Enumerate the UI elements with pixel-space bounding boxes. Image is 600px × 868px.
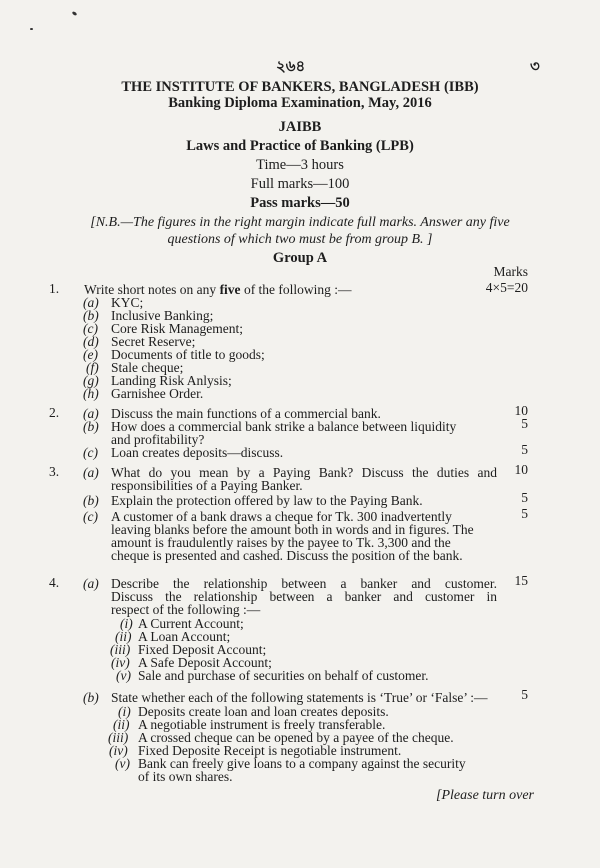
- q4a-item-text: A Safe Deposit Account;: [138, 655, 272, 670]
- group-heading: Group A: [272, 250, 328, 266]
- q3a-marks: 10: [514, 462, 528, 477]
- q4b-item-text: Deposits create loan and loan creates deposits.: [138, 704, 389, 719]
- q2c-label: (c): [83, 445, 98, 460]
- q4a-item-label: (iv): [111, 655, 130, 670]
- subject-title: Laws and Practice of Banking (LPB): [186, 138, 414, 154]
- q2c-text: Loan creates deposits—discuss.: [111, 445, 284, 460]
- q1-item-text: KYC;: [111, 295, 144, 310]
- q1-item-label: (b): [83, 308, 99, 323]
- q3a-label: (a): [83, 465, 99, 480]
- page-number-right: ৩: [530, 59, 540, 75]
- question-1-prompt-end: of the following :—: [240, 282, 352, 297]
- q2b-label: (b): [83, 419, 99, 434]
- question-2-number: 2.: [49, 405, 60, 420]
- q1-item-text: Stale cheque;: [111, 360, 184, 375]
- q3b-marks: 5: [521, 490, 528, 505]
- instruction-note-line-2: questions of which two must be from group B. ]: [167, 232, 433, 247]
- q1-item-text: Garnishee Order.: [111, 386, 204, 401]
- q1-item-label: (a): [83, 295, 99, 310]
- q2c-marks: 5: [521, 442, 528, 457]
- q4b-item-label: (ii): [113, 717, 130, 732]
- q1-item-label: (f): [86, 360, 99, 375]
- q3a-line-1: What do you mean by a Paying Bank? Discuss the duties and: [111, 465, 497, 480]
- turn-over-note: [Please turn over: [436, 788, 534, 803]
- q2b-line-2: and profitability?: [111, 432, 205, 447]
- q4a-item-text: Fixed Deposit Account;: [138, 642, 267, 657]
- q4b-item-label: (v): [115, 756, 130, 771]
- scan-speck: [30, 28, 33, 30]
- question-1-marks: 4×5=20: [485, 280, 528, 295]
- q1-item-text: Secret Reserve;: [111, 334, 196, 349]
- question-1-number: 1.: [49, 281, 60, 296]
- exam-title: Banking Diploma Examination, May, 2016: [168, 95, 432, 111]
- q1-item-text: Core Risk Management;: [111, 321, 243, 336]
- q3c-marks: 5: [521, 506, 528, 521]
- q3c-label: (c): [83, 509, 98, 524]
- q3b-label: (b): [83, 493, 99, 508]
- question-1-prompt-bold: five: [219, 282, 241, 297]
- q4b-item-label: (i): [118, 704, 131, 719]
- q1-item-label: (h): [83, 386, 99, 401]
- q4a-line-3: respect of the following :—: [111, 602, 261, 617]
- q4b-item-text: A crossed cheque can be opened by a payee of the cheque.: [138, 730, 454, 745]
- q4a-item-label: (iii): [110, 642, 131, 657]
- time-line: Time—3 hours: [256, 157, 344, 173]
- q4a-item-text: Sale and purchase of securities on behalf of customer.: [138, 668, 429, 683]
- q2a-text: Discuss the main functions of a commercial bank.: [111, 406, 381, 421]
- q4b-line-1: State whether each of the following statements is ‘True’ or ‘False’ :—: [111, 690, 488, 705]
- q4b-item-text: Fixed Deposite Receipt is negotiable instrument.: [138, 743, 402, 758]
- q3c-line-1: A customer of a bank draws a cheque for Tk. 300 inadvertently: [111, 509, 452, 524]
- q4a-label: (a): [83, 576, 99, 591]
- q4b-item-label: (iii): [108, 730, 129, 745]
- q1-item-text: Landing Risk Anlysis;: [111, 373, 232, 388]
- question-3-number: 3.: [49, 464, 60, 479]
- q4b-label: (b): [83, 690, 99, 705]
- q4b-item-label: (iv): [109, 743, 128, 758]
- q3c-line-3: amount is fraudulently raises by the payee to Tk. 3,300 and the: [111, 535, 451, 550]
- q4b-item-text-continued: of its own shares.: [138, 769, 233, 784]
- q4a-line-1: Describe the relationship between a banker and customer.: [111, 576, 497, 591]
- q3c-line-2: leaving blanks before the amount both in words and in figures. The: [111, 522, 474, 537]
- q4a-marks: 15: [514, 573, 528, 588]
- q4a-item-text: A Current Account;: [138, 616, 244, 631]
- instruction-note-line-1: [N.B.—The figures in the right margin indicate full marks. Answer any five: [90, 215, 510, 230]
- q3b-text: Explain the protection offered by law to the Paying Bank.: [111, 493, 423, 508]
- q4a-item-text: A Loan Account;: [138, 629, 231, 644]
- scan-speck: [72, 11, 78, 16]
- q2a-label: (a): [83, 406, 99, 421]
- q4a-item-label: (v): [116, 668, 131, 683]
- q2b-line-1: How does a commercial bank strike a balance between liquidity: [111, 419, 457, 434]
- q2b-marks: 5: [521, 416, 528, 431]
- q4a-line-2: Discuss the relationship between a banker and customer in: [111, 589, 497, 604]
- full-marks-line: Full marks—100: [250, 176, 350, 192]
- q4a-item-label: (i): [120, 616, 133, 631]
- q1-item-label: (g): [83, 373, 99, 388]
- q1-item-label: (e): [83, 347, 98, 362]
- question-1-prompt-start: Write short notes on any: [84, 282, 220, 297]
- q1-item-label: (d): [83, 334, 99, 349]
- institute-title: THE INSTITUTE OF BANKERS, BANGLADESH (IBB): [121, 79, 479, 95]
- exam-level: JAIBB: [278, 119, 322, 135]
- q1-item-label: (c): [83, 321, 98, 336]
- q1-item-text: Documents of title to goods;: [111, 347, 265, 362]
- q4b-marks: 5: [521, 687, 528, 702]
- marks-heading: Marks: [493, 264, 528, 279]
- q4b-item-text: Bank can freely give loans to a company against the security: [138, 756, 466, 771]
- q3a-line-2: responsibilities of a Paying Banker.: [111, 478, 303, 493]
- q4a-item-label: (ii): [115, 629, 132, 644]
- q2a-marks: 10: [514, 403, 528, 418]
- q4b-item-text: A negotiable instrument is freely transferable.: [138, 717, 386, 732]
- q1-item-text: Inclusive Banking;: [111, 308, 214, 323]
- pass-marks-line: Pass marks—50: [250, 195, 350, 211]
- question-4-number: 4.: [49, 575, 60, 590]
- q3c-line-4: cheque is presented and cashed. Discuss the position of the bank.: [111, 548, 463, 563]
- page-number-left: ২৬৪: [276, 59, 306, 75]
